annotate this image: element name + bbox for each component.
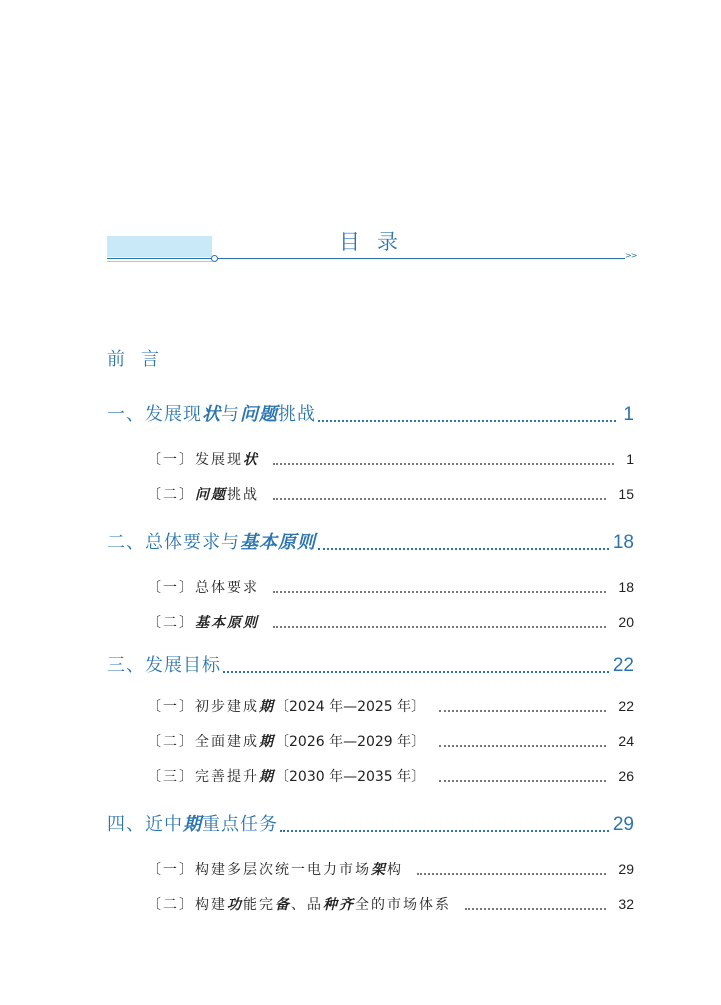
toc-leader-dots [465, 908, 606, 910]
toc-page-number: 29 [612, 814, 634, 835]
toc-subsection-label: 〔二〕基本原则 [147, 615, 259, 631]
toc-section-2[interactable] [107, 528, 634, 554]
toc-section-3[interactable] [107, 651, 634, 677]
toc-subsection-2-2[interactable] [147, 612, 634, 632]
toc-leader-dots [273, 463, 614, 465]
toc-leader-dots [273, 626, 606, 628]
toc-subsection-1-2[interactable] [147, 484, 634, 504]
toc-preface-label: 前言 [107, 349, 175, 370]
toc-page-number: 22 [618, 698, 634, 714]
toc-leader-dots [318, 420, 616, 422]
toc-leader-dots [439, 780, 606, 782]
toc-section-label: 一、发展现状与问题挑战 [107, 404, 316, 425]
toc-subsection-1-1[interactable] [147, 449, 634, 469]
page-title: 目录 [339, 230, 415, 254]
toc-section-1[interactable] [107, 400, 634, 426]
toc-subsection-label: 〔一〕构建多层次统一电力市场架构 [147, 862, 403, 878]
toc-subsection-4-1[interactable] [147, 859, 634, 879]
toc-subsection-3-1[interactable] [147, 696, 634, 716]
double-chevron-right-icon: >> [625, 251, 637, 260]
toc-leader-dots [280, 830, 609, 832]
header-rule-dot [211, 255, 218, 262]
toc-section-label: 三、发展目标 [107, 655, 221, 676]
header-accent-underline [107, 261, 212, 262]
toc-subsection-3-2[interactable] [147, 731, 634, 751]
header-rule [107, 258, 625, 259]
toc-page-number: 24 [618, 733, 634, 749]
toc-page-number: 15 [618, 486, 634, 502]
toc-section-label: 二、总体要求与基本原则 [107, 532, 316, 553]
toc-subsection-label: 〔二〕问题挑战 [147, 487, 259, 503]
toc-page-number: 18 [618, 579, 634, 595]
toc-subsection-label: 〔一〕总体要求 [147, 580, 259, 596]
toc-page-number: 1 [623, 404, 634, 425]
toc-leader-dots [318, 548, 609, 550]
toc-subsection-3-3[interactable] [147, 766, 634, 786]
toc-leader-dots [273, 498, 606, 500]
toc-page-number: 18 [612, 532, 634, 553]
toc-preface[interactable] [107, 345, 175, 371]
toc-subsection-2-1[interactable] [147, 577, 634, 597]
toc-page-number: 22 [612, 655, 634, 676]
toc-subsection-label: 〔一〕初步建成期〔2024 年—2025 年〕 [147, 699, 426, 715]
toc-page-number: 32 [618, 896, 634, 912]
toc-subsection-label: 〔二〕构建功能完备、品种齐全的市场体系 [147, 897, 451, 913]
toc-leader-dots [223, 671, 609, 673]
toc-page-number: 1 [626, 451, 634, 467]
toc-section-label: 四、近中期重点任务 [107, 814, 278, 835]
toc-page-number: 20 [618, 614, 634, 630]
toc-subsection-label: 〔一〕发展现状 [147, 452, 259, 468]
toc-section-4[interactable] [107, 810, 634, 836]
toc-leader-dots [439, 745, 606, 747]
toc-subsection-label: 〔三〕完善提升期〔2030 年—2035 年〕 [147, 769, 426, 785]
toc-subsection-4-2[interactable] [147, 894, 634, 914]
header-accent-block [107, 236, 212, 257]
toc-leader-dots [273, 591, 606, 593]
toc-leader-dots [417, 873, 606, 875]
toc-page-number: 29 [618, 861, 634, 877]
toc-page-number: 26 [618, 768, 634, 784]
toc-leader-dots [439, 710, 606, 712]
toc-subsection-label: 〔二〕全面建成期〔2026 年—2029 年〕 [147, 734, 426, 750]
